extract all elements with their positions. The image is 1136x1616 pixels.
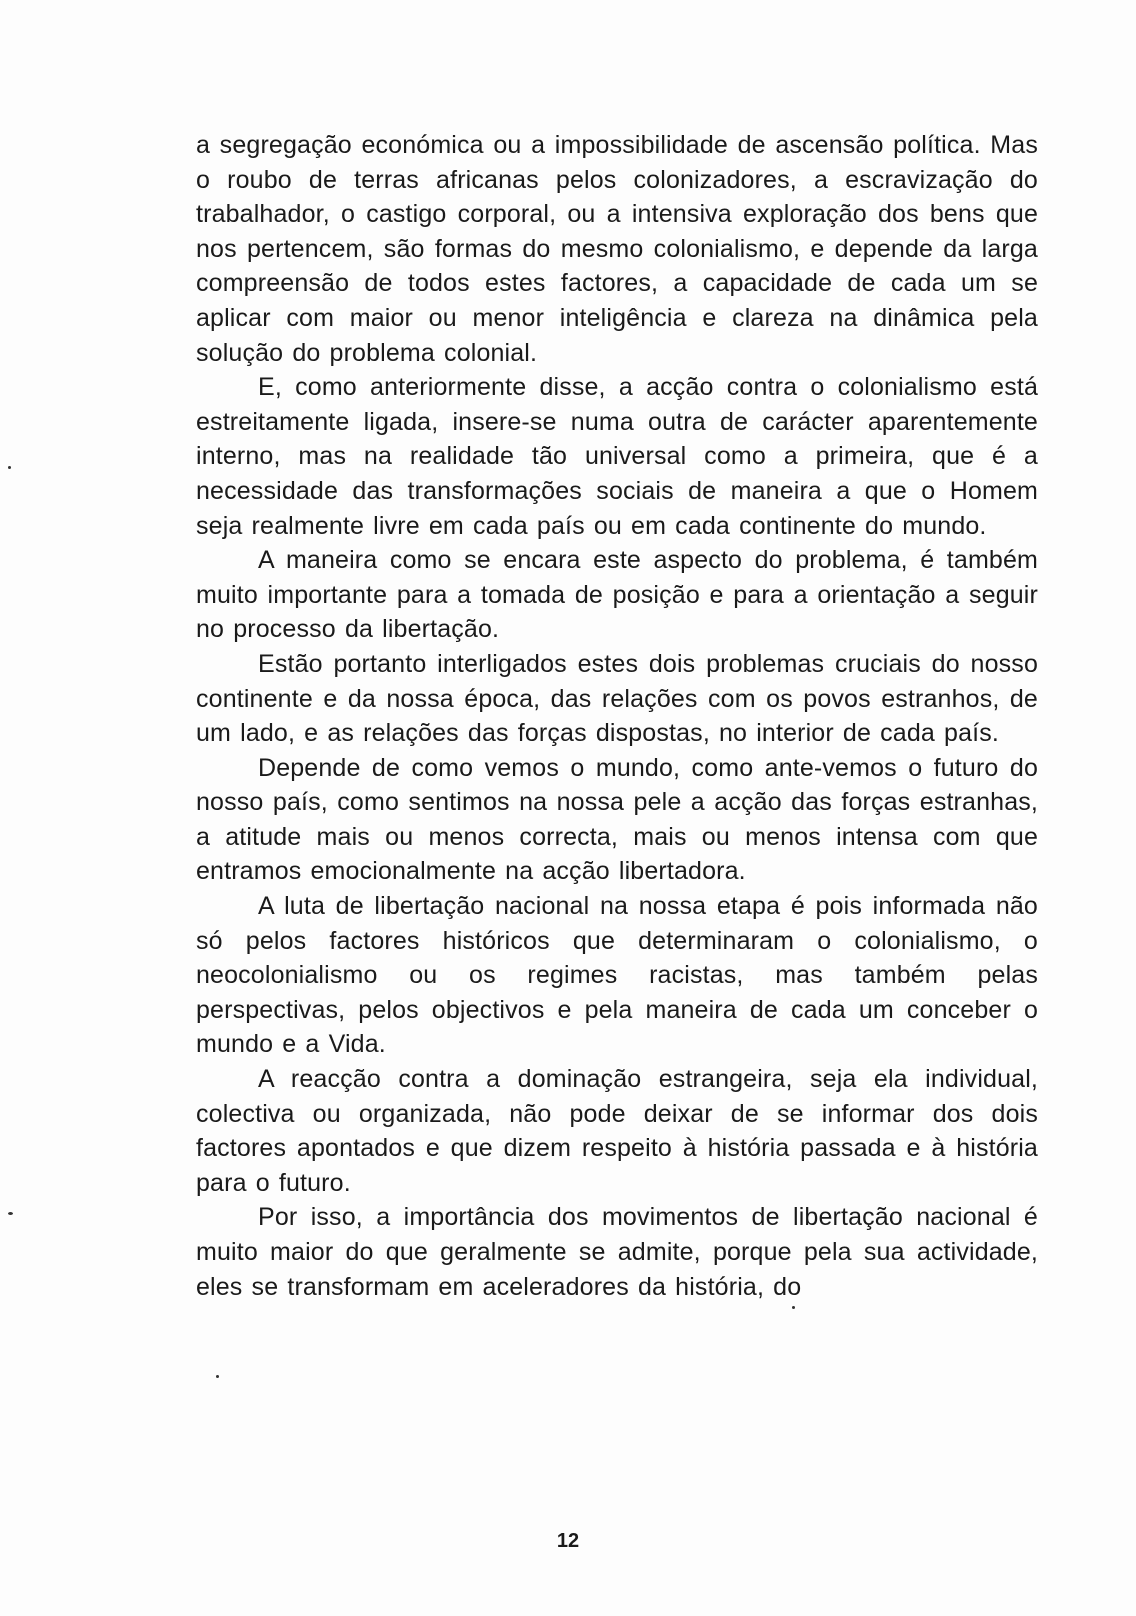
scan-speck [792, 1306, 795, 1309]
paragraph-3: A maneira como se encara este aspecto do problema, é também muito importante para a tomada de posição e para a orientação a seguir no processo da libertação. [196, 546, 1038, 644]
paragraph-6: A luta de libertação nacional na nossa etapa é pois informada não só pelos factores históricos que determinaram o colonialismo, o neocolonialismo ou os regimes racistas, mas também pelas perspectivas, pelos objectivos e pela maneira de cada um conceber o mundo e a Vida. [196, 892, 1038, 1059]
paragraph-1: a segregação económica ou a impossibilidade de ascensão política. Mas o roubo de terras africanas pelos colonizadores, a escravização do trabalhador, o castigo corporal, ou a intensiva exploração dos bens que nos pertencem, são formas do mesmo colonialismo, e depende da larga compreensão de todos estes factores, a capacidade de cada um se aplicar com maior ou menor inteligência e clareza na dinâmica pela solução do problema colonial. [196, 131, 1038, 367]
paragraph-2: E, como anteriormente disse, a acção contra o colonialismo está estreitamente ligada, insere-se numa outra de carácter aparentemente interno, mas na realidade tão universal como a primeira, que é a necessidade das transformações sociais de maneira a que o Homem seja realmente livre em cada país ou em cada continente do mundo. [196, 373, 1038, 540]
paragraph-7: A reacção contra a dominação estrangeira, seja ela individual, colectiva ou organizada, não pode deixar de se informar dos dois factores apontados e que dizem respeito à história passada e à história para o futuro. [196, 1065, 1038, 1197]
scan-speck [8, 1212, 13, 1215]
paragraph-8: Por isso, a importância dos movimentos de libertação nacional é muito maior do que geralmente se admite, porque pela sua actividade, eles se transformam em aceleradores da história, do [196, 1203, 1038, 1301]
page-number: 12 [556, 1530, 580, 1552]
body-text [196, 128, 1038, 1304]
scan-speck [8, 466, 11, 469]
scan-speck [216, 1375, 219, 1378]
paragraph-5: Depende de como vemos o mundo, como ante-vemos o futuro do nosso país, como sentimos na nossa pele a acção das forças estranhas, a atitude mais ou menos correcta, mais ou menos intensa com que entramos emocionalmente na acção libertadora. [196, 753, 1038, 886]
paragraph-4: Estão portanto interligados estes dois problemas cruciais do nosso continente e da nossa época, das relações com os povos estranhos, de um lado, e as relações das forças dispostas, no interior de cada país. [196, 649, 1038, 748]
